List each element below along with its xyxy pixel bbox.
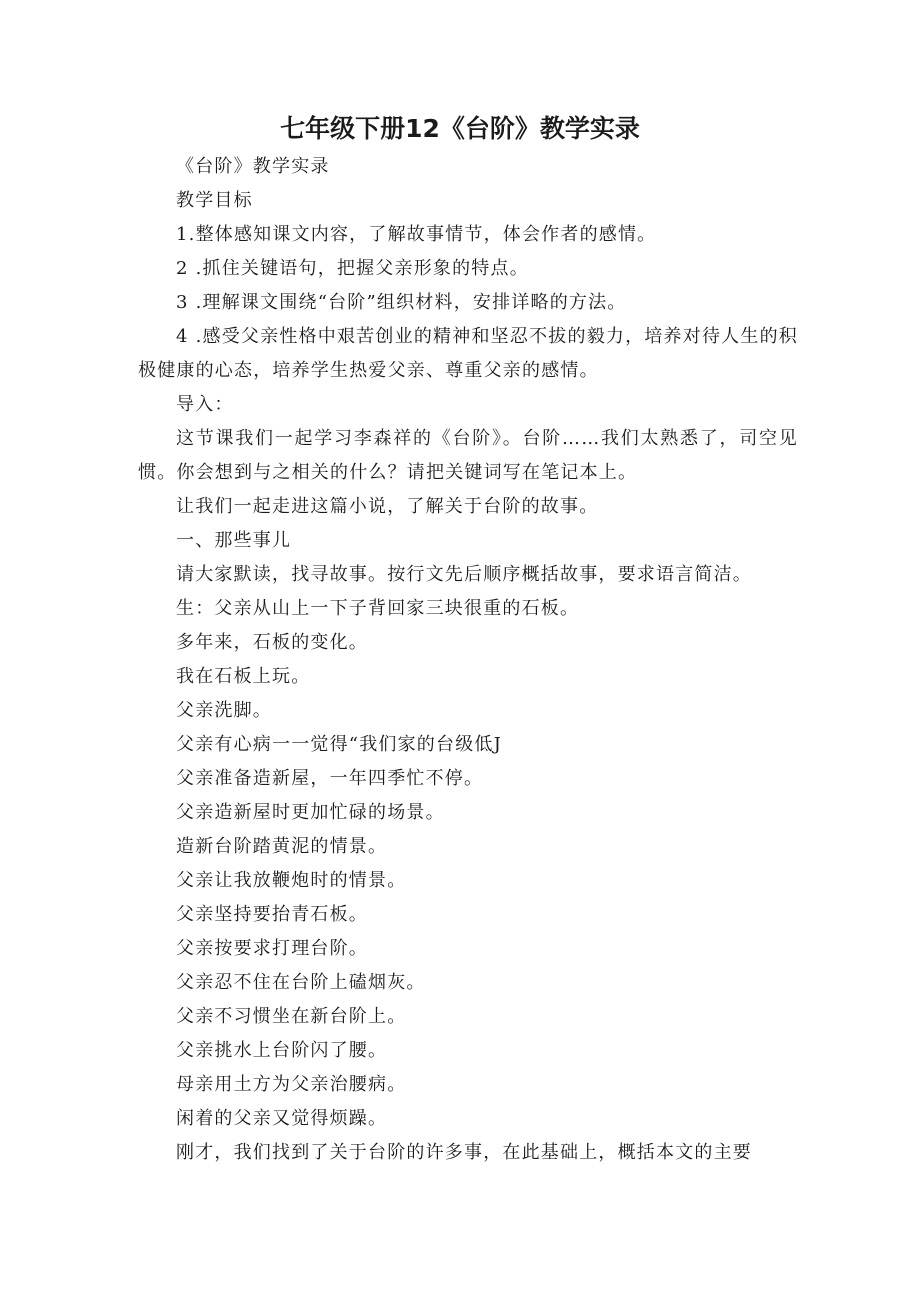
paragraph-story-item: 母亲用土方为父亲治腰病。	[176, 1074, 407, 1095]
paragraph-heading-intro: 导入：	[176, 394, 234, 415]
paragraph-story-item: 父亲不习惯坐在新台阶上。	[176, 1006, 407, 1027]
paragraph-story-item: 闲着的父亲又觉得烦躁。	[176, 1108, 388, 1129]
paragraph-story-item: 父亲准备造新屋，一年四季忙不停。	[176, 768, 484, 789]
document-title: 七年级下册12《台阶》教学实录	[280, 114, 640, 143]
paragraph-story-item: 造新台阶踏黄泥的情景。	[176, 836, 388, 857]
paragraph-goal-3: 3 .理解课文围绕“台阶”组织材料，安排详略的方法。	[176, 292, 627, 313]
paragraph-story-item: 我在石板上玩。	[176, 666, 311, 687]
paragraph-story-item: 父亲按要求打理台阶。	[176, 938, 368, 959]
paragraph-story-item: 父亲忍不住在台阶上磕烟灰。	[176, 972, 426, 993]
paragraph-goal-2: 2 .抓住关键语句，把握父亲形象的特点。	[176, 258, 529, 279]
paragraph-intro: 这节课我们一起学习李森祥的《台阶》。台阶……我们太熟悉了，司空见惯。你会想到与之相关的什么？请把关键词写在笔记本上。	[138, 428, 798, 483]
paragraph-story-item: 多年来，石板的变化。	[176, 632, 368, 653]
paragraph-story-item: 父亲有心病一一觉得“我们家的台级低J	[176, 734, 503, 755]
paragraph-story-item: 父亲洗脚。	[176, 700, 272, 721]
paragraph-goal-1: 1.整体感知课文内容，了解故事情节，体会作者的感情。	[176, 224, 657, 245]
paragraph-section-1: 一、那些事儿	[176, 530, 292, 551]
document-body	[138, 150, 798, 1170]
paragraph-task: 请大家默读，找寻故事。按行文先后顺序概括故事，要求语言简洁。	[176, 564, 752, 585]
paragraph-heading-goals: 教学目标	[176, 190, 253, 211]
paragraph-story-item: 父亲坚持要抬青石板。	[176, 904, 368, 925]
paragraph-story-item: 父亲让我放鞭炮时的情景。	[176, 870, 407, 891]
paragraph-story-item: 生：父亲从山上一下子背回家三块很重的石板。	[176, 598, 580, 619]
paragraph-subtitle: 《台阶》教学实录	[176, 156, 330, 177]
paragraph-story-item: 父亲挑水上台阶闪了腰。	[176, 1040, 388, 1061]
paragraph-summary: 刚才，我们找到了关于台阶的许多事，在此基础上，概括本文的主要	[176, 1142, 752, 1163]
paragraph-story-item: 父亲造新屋时更加忙碌的场景。	[176, 802, 445, 823]
paragraph-goal-4: 4 .感受父亲性格中艰苦创业的精神和坚忍不拔的毅力，培养对待人生的积极健康的心态，培养学生热爱父亲、尊重父亲的感情。	[138, 326, 798, 381]
paragraph-intro-2: 让我们一起走进这篇小说，了解关于台阶的故事。	[176, 496, 599, 517]
